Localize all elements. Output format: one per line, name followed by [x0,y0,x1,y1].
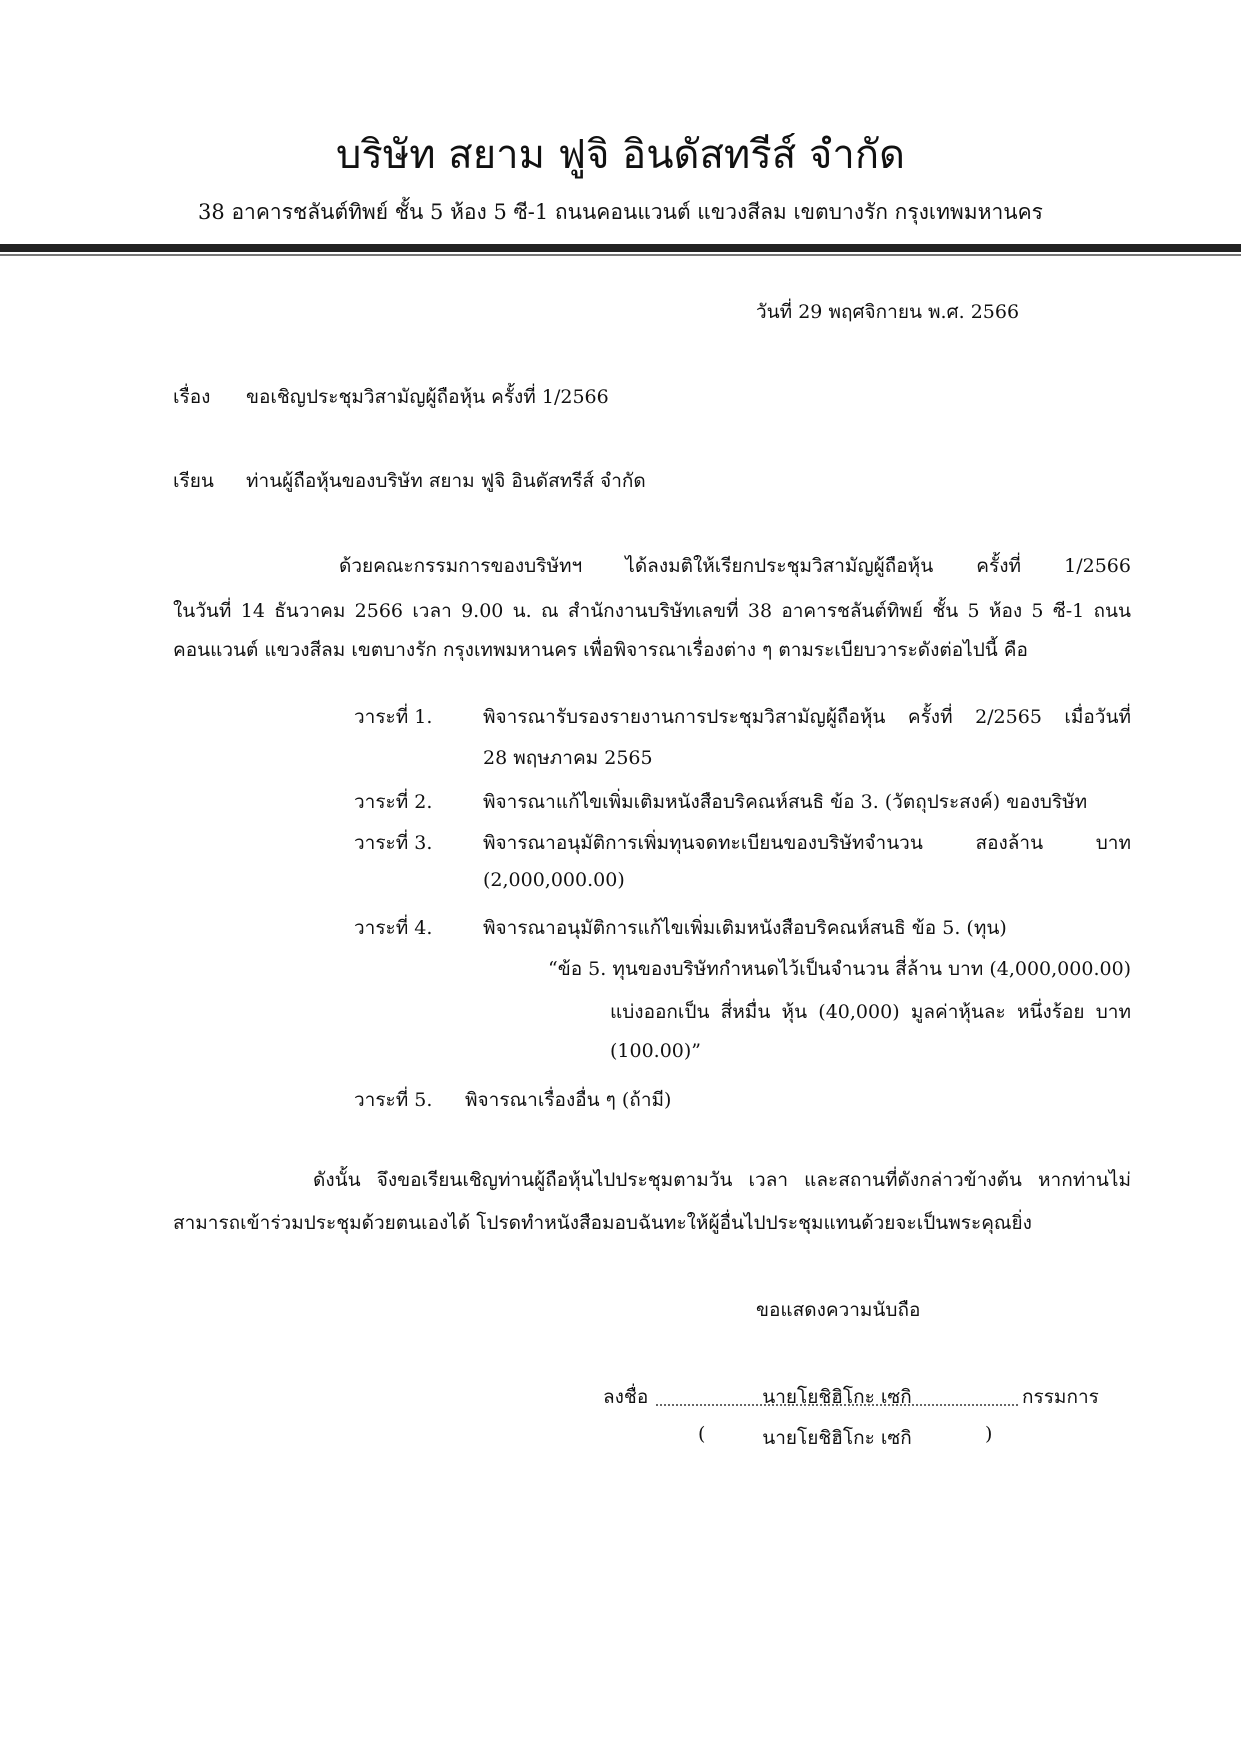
body-line-1: ด้วยคณะกรรมการของบริษัทฯ ได้ลงมติให้เรียกประชุมวิสามัญผู้ถือหุ้น ครั้งที่ 1/2566 [339,555,1131,577]
agenda-4-line-1: พิจารณาอนุมัติการแก้ไขเพิ่มเติมหนังสือบริคณห์สนธิ ข้อ 5. (ทุน) [483,917,1007,939]
agenda-2-line-1: พิจารณาแก้ไขเพิ่มเติมหนังสือบริคณห์สนธิ ข้อ 3. (วัตถุประสงค์) ของบริษัท [483,791,1088,813]
agenda-4-quote-line-1: “ข้อ 5. ทุนของบริษัทกำหนดไว้เป็นจำนวน สี่ล้าน บาท (4,000,000.00) [548,958,1132,980]
agenda-4-quote-line-3: (100.00)” [610,1040,702,1062]
agenda-3-line-1: พิจารณาอนุมัติการเพิ่มทุนจดทะเบียนของบริษัทจำนวน สองล้าน บาท [483,832,1131,854]
conclusion-line-2: สามารถเข้าร่วมประชุมด้วยตนเองได้ โปรดทำหนังสือมอบฉันทะให้ผู้อื่นไปประชุมแทนด้วยจะเป็นพระคุณยิ่ง [173,1212,1032,1234]
salutation-label: เรียน [173,470,214,492]
signature-name: นายโยชิฮิโกะ เซกิ [762,1386,912,1408]
conclusion-line-1: ดังนั้น จึงขอเรียนเชิญท่านผู้ถือหุ้นไปประชุมตามวัน เวลา และสถานที่ดังกล่าวข้างต้น หากท่านไม่ [313,1169,1131,1191]
subject-label: เรื่อง [173,386,211,408]
agenda-4-label: วาระที่ 4. [354,917,433,939]
agenda-4-quote-line-2: แบ่งออกเป็น สี่หมื่น หุ้น (40,000) มูลค่าหุ้นละ หนึ่งร้อย บาท [610,1001,1131,1023]
agenda-1-label: วาระที่ 1. [354,706,433,728]
company-name: บริษัท สยาม ฟูจิ อินดัสทรีส์ จำกัด [335,132,906,178]
body-line-3: คอนแวนต์ แขวงสีลม เขตบางรัก กรุงเทพมหานคร เพื่อพิจารณาเรื่องต่าง ๆ ตามระเบียบวาระดังต่อไปนี้ คือ [173,639,1028,661]
agenda-3-label: วาระที่ 3. [354,832,433,854]
agenda-1-line-1: พิจารณารับรองรายงานการประชุมวิสามัญผู้ถือหุ้น ครั้งที่ 2/2565 เมื่อวันที่ [483,706,1131,728]
signature-role: กรรมการ [1022,1386,1099,1408]
company-address: 38 อาคารชลันต์ทิพย์ ชั้น 5 ห้อง 5 ซี-1 ถนนคอนแวนต์ แขวงสีลม เขตบางรัก กรุงเทพมหานคร [198,200,1043,224]
header-rule-thin [0,254,1241,256]
salutation-text: ท่านผู้ถือหุ้นของบริษัท สยาม ฟูจิ อินดัสทรีส์ จำกัด [246,470,646,492]
printed-name-paren-open: ( [698,1423,706,1445]
signature-label: ลงชื่อ [603,1386,649,1408]
agenda-2-label: วาระที่ 2. [354,791,433,813]
header-rule-thick [0,244,1241,252]
agenda-1-line-2: 28 พฤษภาคม 2565 [483,747,653,769]
body-line-2: ในวันที่ 14 ธันวาคม 2566 เวลา 9.00 น. ณ สำนักงานบริษัทเลขที่ 38 อาคารชลันต์ทิพย์ ชั้น 5 ห้อง 5 ซี-1 ถนน [173,600,1131,622]
closing-phrase: ขอแสดงความนับถือ [756,1299,921,1321]
letter-date: วันที่ 29 พฤศจิกายน พ.ศ. 2566 [756,301,1020,323]
subject-text: ขอเชิญประชุมวิสามัญผู้ถือหุ้น ครั้งที่ 1/2566 [246,386,609,408]
printed-name: นายโยชิฮิโกะ เซกิ [762,1427,912,1449]
printed-name-paren-close: ) [985,1423,993,1445]
agenda-3-line-2: (2,000,000.00) [483,869,625,891]
agenda-5-label: วาระที่ 5. [354,1089,433,1111]
agenda-5-line-1: พิจารณาเรื่องอื่น ๆ (ถ้ามี) [465,1089,672,1111]
